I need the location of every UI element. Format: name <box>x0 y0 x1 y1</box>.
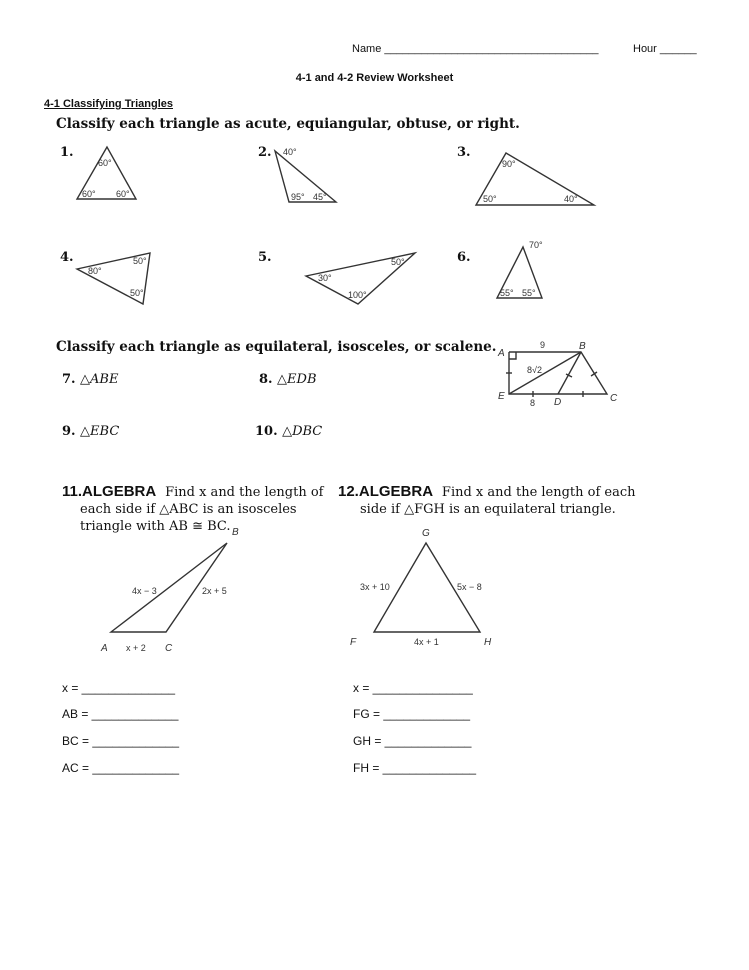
angle-label: 40° <box>283 147 297 157</box>
answer-fg[interactable]: FG = _____________ <box>353 707 471 721</box>
point-label: B <box>579 341 586 352</box>
angle-label: 50° <box>483 194 497 204</box>
vertex-label: A <box>101 643 108 654</box>
problem-8 <box>259 370 317 388</box>
vertex-label: H <box>484 637 492 648</box>
problem-9 <box>62 422 119 440</box>
angle-label: 40° <box>564 194 578 204</box>
angle-label: 70° <box>529 240 543 250</box>
vertex-label: F <box>350 637 357 648</box>
side-label: 5x − 8 <box>457 582 482 592</box>
length-label: 8√2 <box>527 365 542 375</box>
triangle-2 <box>275 151 336 202</box>
triangle-name: △ABE <box>80 372 119 387</box>
instruction-classify-sides: Classify each triangle as equilateral, isosceles, or scalene. <box>56 339 497 355</box>
problem-number: 5. <box>258 250 272 265</box>
problem-11-text <box>62 483 323 535</box>
angle-label: 100° <box>348 290 367 300</box>
point-label: E <box>498 391 505 402</box>
problem-text: each side if △ABC is an isosceles <box>80 502 297 517</box>
problem-number: 6. <box>457 250 471 265</box>
name-field[interactable]: Name ___________________________________ <box>352 43 599 55</box>
problem-number: 11. <box>62 483 83 500</box>
point-label: C <box>610 393 618 404</box>
problem-text: side if △FGH is an equilateral triangle. <box>360 502 616 517</box>
triangle-name: △DBC <box>282 424 323 439</box>
section-heading: 4-1 Classifying Triangles <box>44 98 173 110</box>
problem-number: 10. <box>255 424 278 439</box>
answer-ab[interactable]: AB = _____________ <box>62 707 179 721</box>
side-label: 4x − 3 <box>132 586 157 596</box>
problem-number: 3. <box>457 145 471 160</box>
angle-label: 50° <box>130 288 144 298</box>
answer-gh[interactable]: GH = _____________ <box>353 734 472 748</box>
angle-label: 55° <box>522 288 536 298</box>
problem-number: 9. <box>62 424 76 439</box>
angle-label: 60° <box>116 189 130 199</box>
angle-label: 60° <box>82 189 96 199</box>
algebra-tag: ALGEBRA <box>358 483 434 500</box>
angle-label: 80° <box>88 266 102 276</box>
vertex-label: G <box>422 528 430 539</box>
angle-label: 50° <box>133 256 147 266</box>
worksheet-title: 4-1 and 4-2 Review Worksheet <box>295 72 454 84</box>
answer-ac[interactable]: AC = _____________ <box>62 761 180 775</box>
triangle-name: △EDB <box>277 372 317 387</box>
angle-label: 55° <box>500 288 514 298</box>
side-label: x + 2 <box>126 643 146 653</box>
vertex-label: B <box>232 527 239 538</box>
problem-12-text <box>338 483 636 518</box>
problem-number: 2. <box>258 145 272 160</box>
length-label: 9 <box>540 340 546 350</box>
problem-number: 1. <box>60 145 74 160</box>
answer-x-12[interactable]: x = _______________ <box>353 681 473 695</box>
side-label: 3x + 10 <box>360 582 390 592</box>
instruction-classify-angles: Classify each triangle as acute, equiangular, obtuse, or right. <box>56 116 520 132</box>
figure-abedc <box>497 340 618 408</box>
angle-label: 60° <box>98 158 112 168</box>
vertex-label: C <box>165 643 173 654</box>
angle-label: 50° <box>391 257 405 267</box>
hour-field[interactable]: Hour ______ <box>633 43 697 55</box>
angle-label: 45° <box>313 192 327 202</box>
side-label: 4x + 1 <box>414 637 439 647</box>
problem-10 <box>255 422 322 440</box>
side-label: 2x + 5 <box>202 586 227 596</box>
answer-bc[interactable]: BC = _____________ <box>62 734 180 748</box>
angle-label: 95° <box>291 192 305 202</box>
length-label: 8 <box>530 398 536 408</box>
point-label: D <box>554 397 562 408</box>
triangle-name: △EBC <box>80 424 120 439</box>
problem-number: 12. <box>338 483 359 500</box>
answer-fh[interactable]: FH = ______________ <box>353 761 477 775</box>
algebra-tag: ALGEBRA <box>82 483 157 500</box>
problem-7 <box>62 370 118 388</box>
problem-number: 4. <box>60 250 74 265</box>
problem-text: Find x and the length of <box>165 485 324 500</box>
answer-x-11[interactable]: x = ______________ <box>62 681 176 695</box>
problem-text: Find x and the length of each <box>441 485 636 500</box>
problem-number: 7. <box>62 372 76 387</box>
angle-label: 30° <box>318 273 332 283</box>
point-label: A <box>498 348 505 359</box>
problem-text: triangle with AB ≅ BC. <box>80 519 231 534</box>
problem-number: 8. <box>259 372 273 387</box>
angle-label: 90° <box>502 159 516 169</box>
